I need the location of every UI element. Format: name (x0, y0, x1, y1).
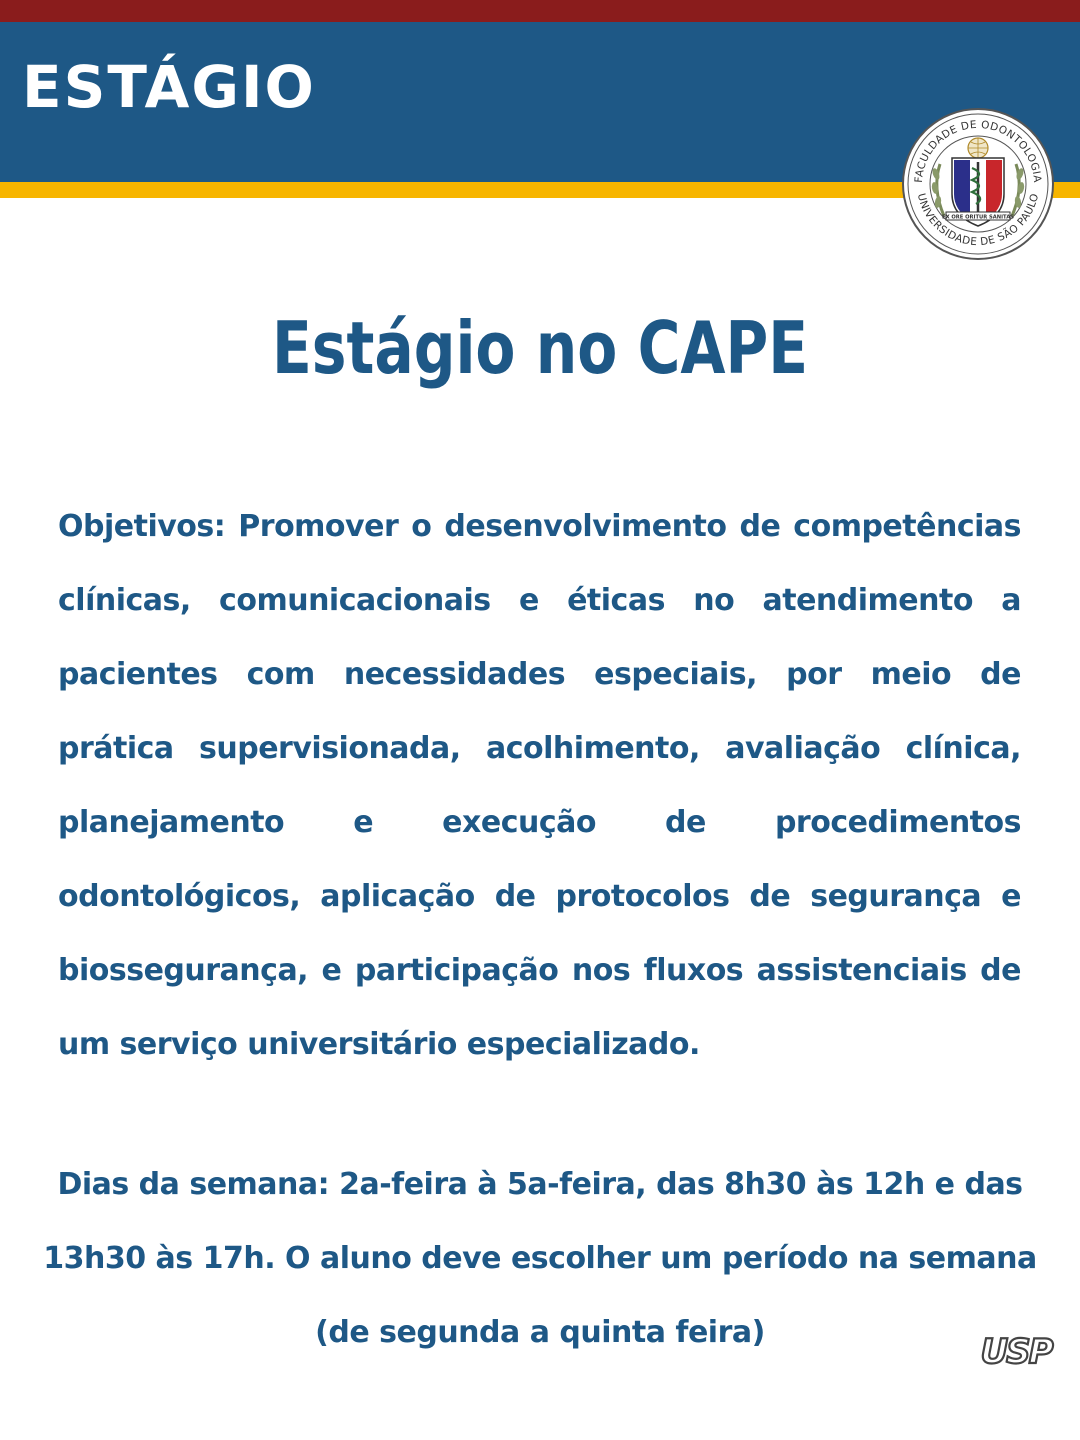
seal-top-text: FACULDADE DE ODONTOLOGIA (912, 118, 1044, 184)
faculty-seal (902, 108, 1054, 260)
usp-logo-text: USP (980, 1332, 1052, 1370)
objectives-text: Promover o desenvolvimento de competências clínicas, comunicacionais e éticas no atendimento a pacientes com necessidades especiais, por meio de prática supervisionada, acolhimento, avaliação clínica, planejamento e execução de procedimentos odontológicos, aplicação de protocolos de segurança e biossegurança, e participação nos fluxos assistenciais de um serviço universitário especializado. (58, 509, 1021, 1062)
objectives-label: Objetivos: (58, 509, 226, 544)
seal-bottom-text: UNIVERSIDADE DE SÃO PAULO (914, 192, 1042, 249)
top-maroon-stripe (0, 0, 1080, 22)
usp-logo (976, 1330, 1056, 1370)
page-title: Estágio no CAPE (271, 306, 809, 390)
objectives-paragraph (58, 490, 1021, 1082)
header-title: ESTÁGIO (22, 53, 316, 121)
schedule-paragraph: Dias da semana: 2a-feira à 5a-feira, das 8h30 às 12h e das 13h30 às 17h. O aluno deve escolher um período na semana (de segunda a quinta feira) (43, 1167, 1037, 1350)
seal-motto: EX ORE ORITUR SANITAS (942, 214, 1014, 221)
